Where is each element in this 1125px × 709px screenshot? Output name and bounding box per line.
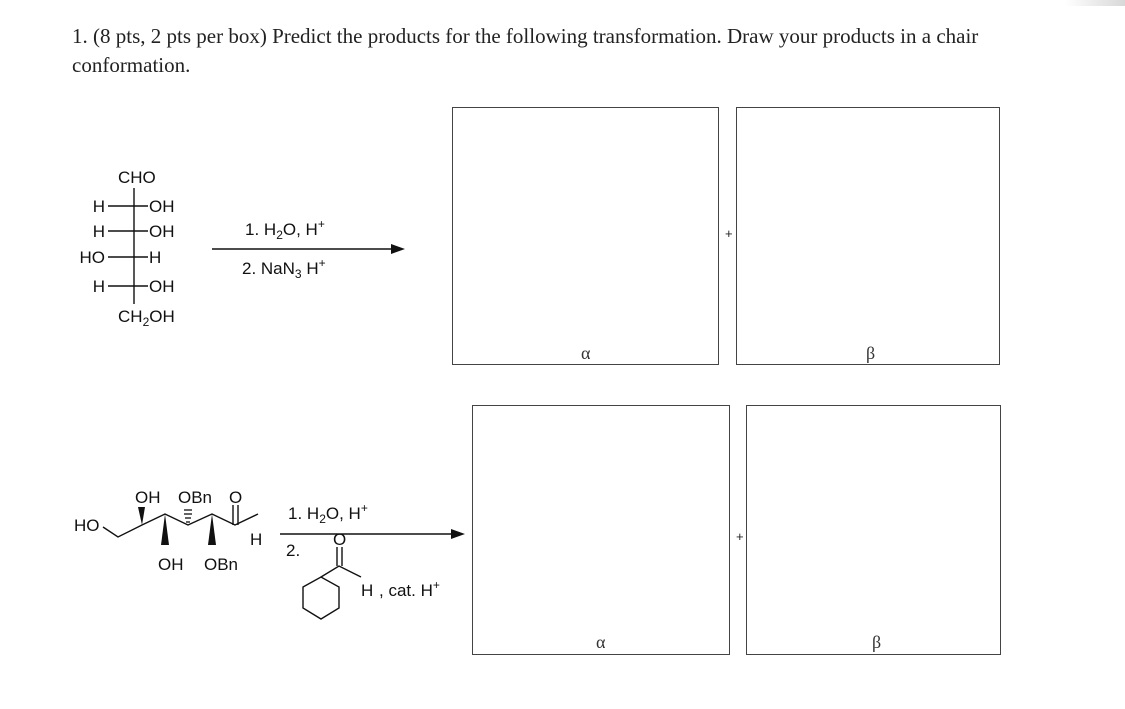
chain-ho-left: HO xyxy=(74,516,100,535)
cyclohexane-ring xyxy=(303,577,339,619)
wedge-obn-bottom xyxy=(208,514,216,545)
wedge-oh-bottom xyxy=(161,514,169,545)
polyol-chain-structure xyxy=(70,485,275,580)
answer-box-beta-2[interactable] xyxy=(746,405,1001,655)
beta-label-2: β xyxy=(872,632,882,652)
answer-box-alpha-1[interactable] xyxy=(452,107,719,365)
aldehyde-o: O xyxy=(333,530,347,549)
fischer-row3-left: HO xyxy=(79,248,105,267)
reaction2-catalyst: , cat. H+ xyxy=(379,578,440,600)
reaction2-arrow-group xyxy=(275,495,470,635)
aldehyde-h: H xyxy=(361,581,374,600)
fischer-projection xyxy=(70,160,200,335)
reaction2-step1: 1. $H_2O$, H+ xyxy=(288,501,368,526)
fischer-row4-right: OH xyxy=(149,277,175,296)
plus-sign-1: + xyxy=(725,226,733,241)
fischer-row1-right: OH xyxy=(149,197,175,216)
fischer-row3-right: H xyxy=(149,248,162,267)
answer-box-beta-1[interactable] xyxy=(736,107,1000,365)
fischer-row2-right: OH xyxy=(149,222,175,241)
question-number: 1. xyxy=(72,24,88,48)
reaction1-arrow-group xyxy=(205,210,410,285)
chain-obn-top: OBn xyxy=(178,488,213,507)
reaction1-arrow-head xyxy=(391,244,405,254)
plus-sign-2: + xyxy=(736,529,744,544)
reaction1-step1: 1. $H_2O$, H+ xyxy=(245,217,325,242)
chain-oh-top: OH xyxy=(135,488,161,507)
chain-zigzag xyxy=(103,514,258,537)
chain-h-end: H xyxy=(250,530,263,549)
question-body: (8 pts, 2 pts per box) Predict the products for the following transformation. Draw your products in a chair conformation. xyxy=(72,24,979,77)
beta-label-1: β xyxy=(866,343,876,363)
hash-obn-top xyxy=(184,510,192,522)
reaction2-arrow-head xyxy=(451,529,465,539)
chain-obn-bottom: OBn xyxy=(204,555,239,574)
alpha-label-2: α xyxy=(596,632,606,652)
chain-oh-bottom: OH xyxy=(158,555,184,574)
side-chain-bonds xyxy=(321,566,361,577)
fischer-row4-left: H xyxy=(92,277,105,296)
question-text xyxy=(72,22,1072,80)
fischer-row2-left: H xyxy=(92,222,105,241)
fischer-bottom-label: $CH_2OH$ xyxy=(118,307,175,329)
fischer-top-label: CHO xyxy=(118,168,156,187)
reaction1-step2: 2. NaN$_3$ H+ xyxy=(242,256,326,281)
page-edge-shadow xyxy=(1065,0,1125,6)
chain-o-top: O xyxy=(229,488,243,507)
alpha-label-1: α xyxy=(581,343,591,363)
reaction2-step2: 2. xyxy=(286,541,301,560)
answer-box-alpha-2[interactable] xyxy=(472,405,730,655)
wedge-oh-top xyxy=(138,507,145,525)
fischer-row1-left: H xyxy=(92,197,105,216)
